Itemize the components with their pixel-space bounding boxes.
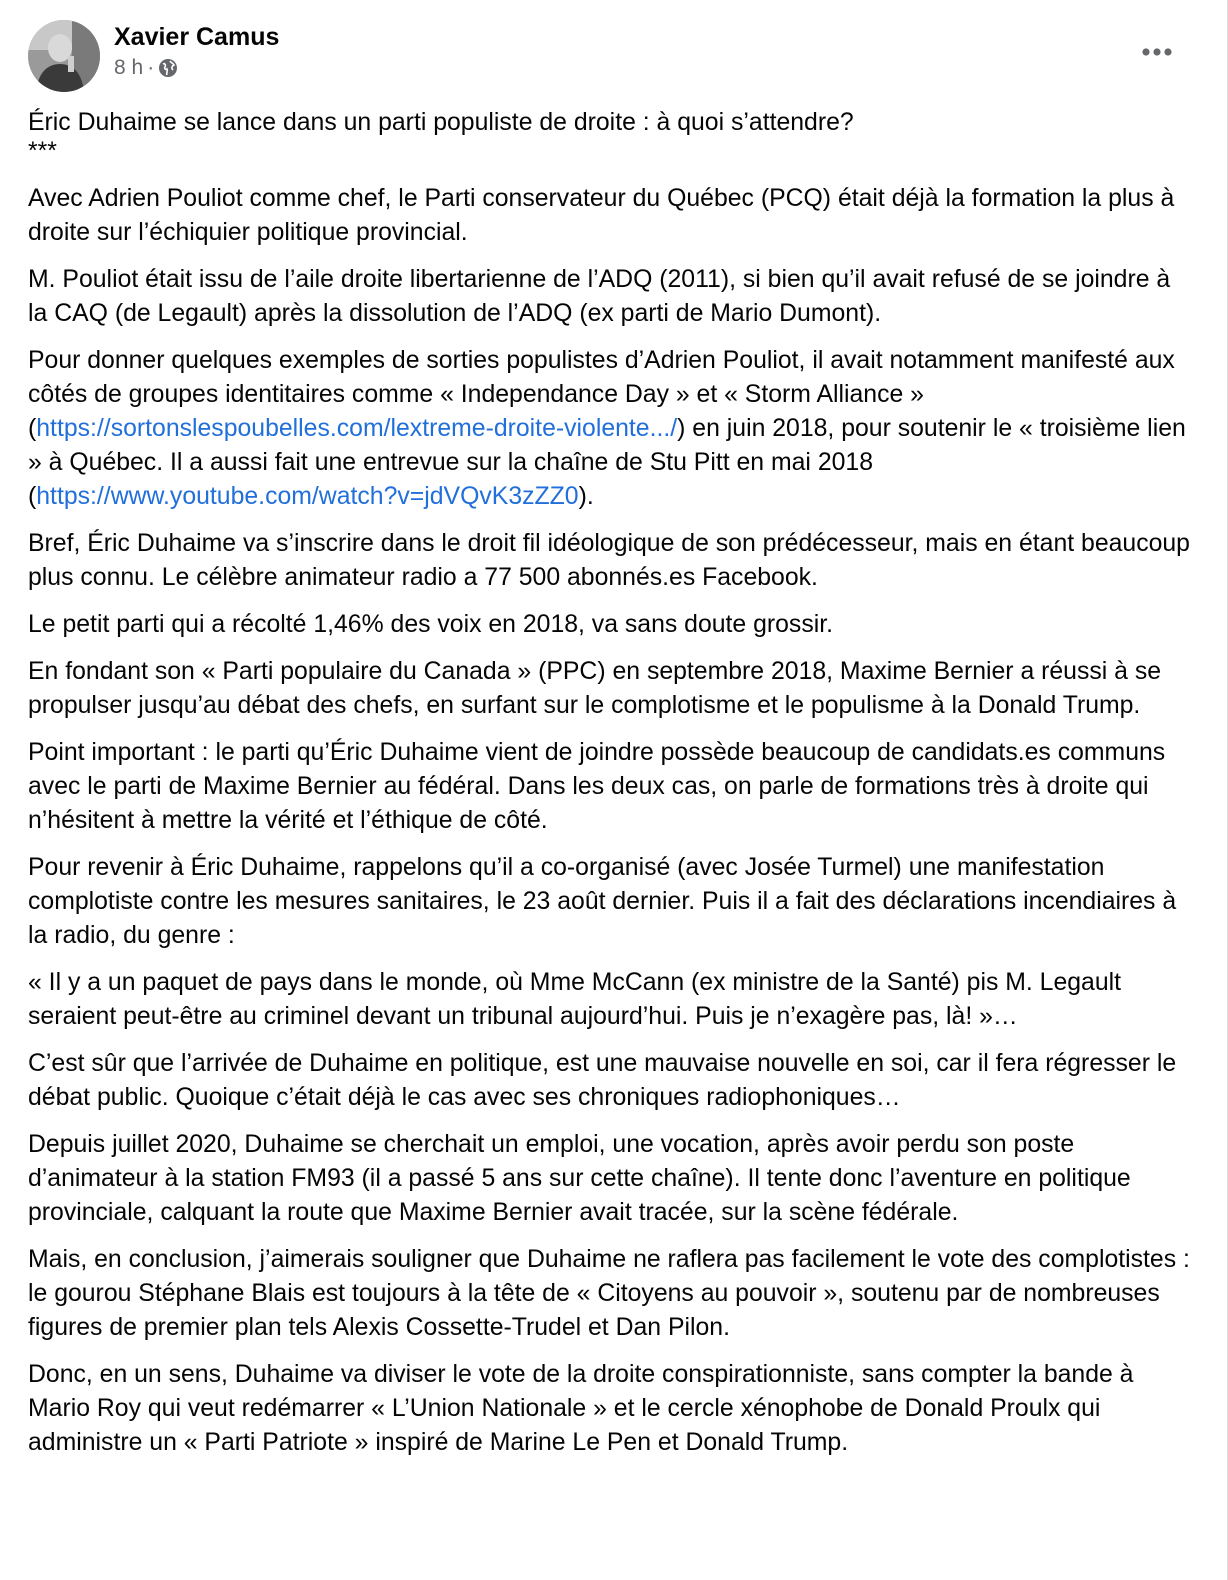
post-meta	[114, 20, 279, 81]
avatar[interactable]	[28, 20, 100, 92]
meta-separator: ·	[147, 56, 155, 79]
paragraph-4: Bref, Éric Duhaime va s’inscrire dans le droit fil idéologique de son prédécesseur, mais en étant beaucoup plus connu. Le célèbre animateur radio a 77 500 abonnés.es Facebook.	[28, 530, 1190, 591]
paragraph-13: Donc, en un sens, Duhaime va diviser le vote de la droite conspirationniste, sans compter la bande à Mario Roy qui veut redémarrer « L’Union Nationale » et le cercle xénophobe de Donald Proulx qui administre un « Parti Patriote » inspiré de Marine Le Pen et Donald Trump.	[28, 1361, 1134, 1456]
paragraph-2: M. Pouliot était issu de l’aile droite libertarienne de l’ADQ (2011), si bien qu’il avait refusé de se joindre à la CAQ (de Legault) après la dissolution de l’ADQ (ex parti de Mario Dumont).	[28, 266, 1171, 327]
post-header	[28, 20, 279, 92]
separator-line: ***	[28, 138, 57, 165]
globe-icon	[158, 58, 178, 78]
paragraph-1: Avec Adrien Pouliot comme chef, le Parti conservateur du Québec (PCQ) était déjà la formation la plus à droite sur l’échiquier politique provincial.	[28, 185, 1175, 246]
post-title-line: Éric Duhaime se lance dans un parti populiste de droite : à quoi s’attendre?	[28, 109, 854, 136]
author-name[interactable]: Xavier Camus	[114, 23, 280, 51]
paragraph-10: C’est sûr que l’arrivée de Duhaime en politique, est une mauvaise nouvelle en soi, car il fera régresser le débat public. Quoique c’était déjà le cas avec ses chroniques radiophoniques…	[28, 1050, 1177, 1111]
post-timestamp[interactable]: 8 h	[114, 56, 144, 79]
paragraph-8: Pour revenir à Éric Duhaime, rappelons qu’il a co-organisé (avec Josée Turmel) une manifestation complotiste contre les mesures sanitaires, le 23 août dernier. Puis il a fait des déclarations incendiaires à la radio, du genre :	[28, 854, 1177, 949]
paragraph-3-text-a: Pour donner quelques exemples de sorties populistes d’Adrien Pouliot, il avait notamment manifesté aux côtés de groupes identitaires comme « Independance Day » et « Storm Alliance » (	[28, 347, 1175, 442]
more-options-button[interactable]	[1137, 34, 1177, 70]
avatar-photo-icon	[28, 20, 100, 92]
post-body	[28, 106, 1193, 1473]
paragraph-12: Mais, en conclusion, j’aimerais souligner que Duhaime ne raflera pas facilement le vote des complotistes : le gourou Stéphane Blais est toujours à la tête de « Citoyens au pouvoir », soutenu par de nombreuses figures de premier plan tels Alexis Cossette-Trudel et Dan Pilon.	[28, 1246, 1190, 1341]
paragraph-7: Point important : le parti qu’Éric Duhaime vient de joindre possède beaucoup de candidats.es communs avec le parti de Maxime Bernier au fédéral. Dans les deux cas, on parle de formations très à droite qui n’hésitent à mettre la vérité et l’éthique de côté.	[28, 739, 1166, 834]
post-subline	[114, 55, 279, 81]
paragraph-3	[28, 344, 1193, 514]
more-options-icon	[1141, 47, 1173, 57]
paragraph-9: « Il y a un paquet de pays dans le monde, où Mme McCann (ex ministre de la Santé) pis M. Legault seraient peut-être au criminel devant un tribunal aujourd’hui. Puis je n’exagère pas, là! »…	[28, 969, 1122, 1030]
link-youtube[interactable]: https://www.youtube.com/watch?v=jdVQvK3zZZ0	[36, 483, 579, 510]
paragraph-5: Le petit parti qui a récolté 1,46% des voix en 2018, va sans doute grossir.	[28, 611, 834, 638]
paragraph-6: En fondant son « Parti populaire du Canada » (PPC) en septembre 2018, Maxime Bernier a réussi à se propulser jusqu’au débat des chefs, en surfant sur le complotisme et le populisme à la Donald Trump.	[28, 658, 1162, 719]
paragraph-11: Depuis juillet 2020, Duhaime se cherchait un emploi, une vocation, après avoir perdu son poste d’animateur à la station FM93 (il a passé 5 ans sur cette chaîne). Il tente donc l’aventure en politique provinciale, calquant la route que Maxime Bernier avait tracée, sur la scène fédérale.	[28, 1131, 1131, 1226]
link-sortonslespoubelles[interactable]: https://sortonslespoubelles.com/lextreme-droite-violente.../	[36, 415, 678, 442]
paragraph-3-text-c: ).	[578, 483, 594, 510]
paragraph-3-text-b: ) en juin 2018, pour soutenir le « troisième lien » à Québec. Il a aussi fait une entrevue sur la chaîne de Stu Pitt en mai 2018 (	[28, 415, 1186, 510]
